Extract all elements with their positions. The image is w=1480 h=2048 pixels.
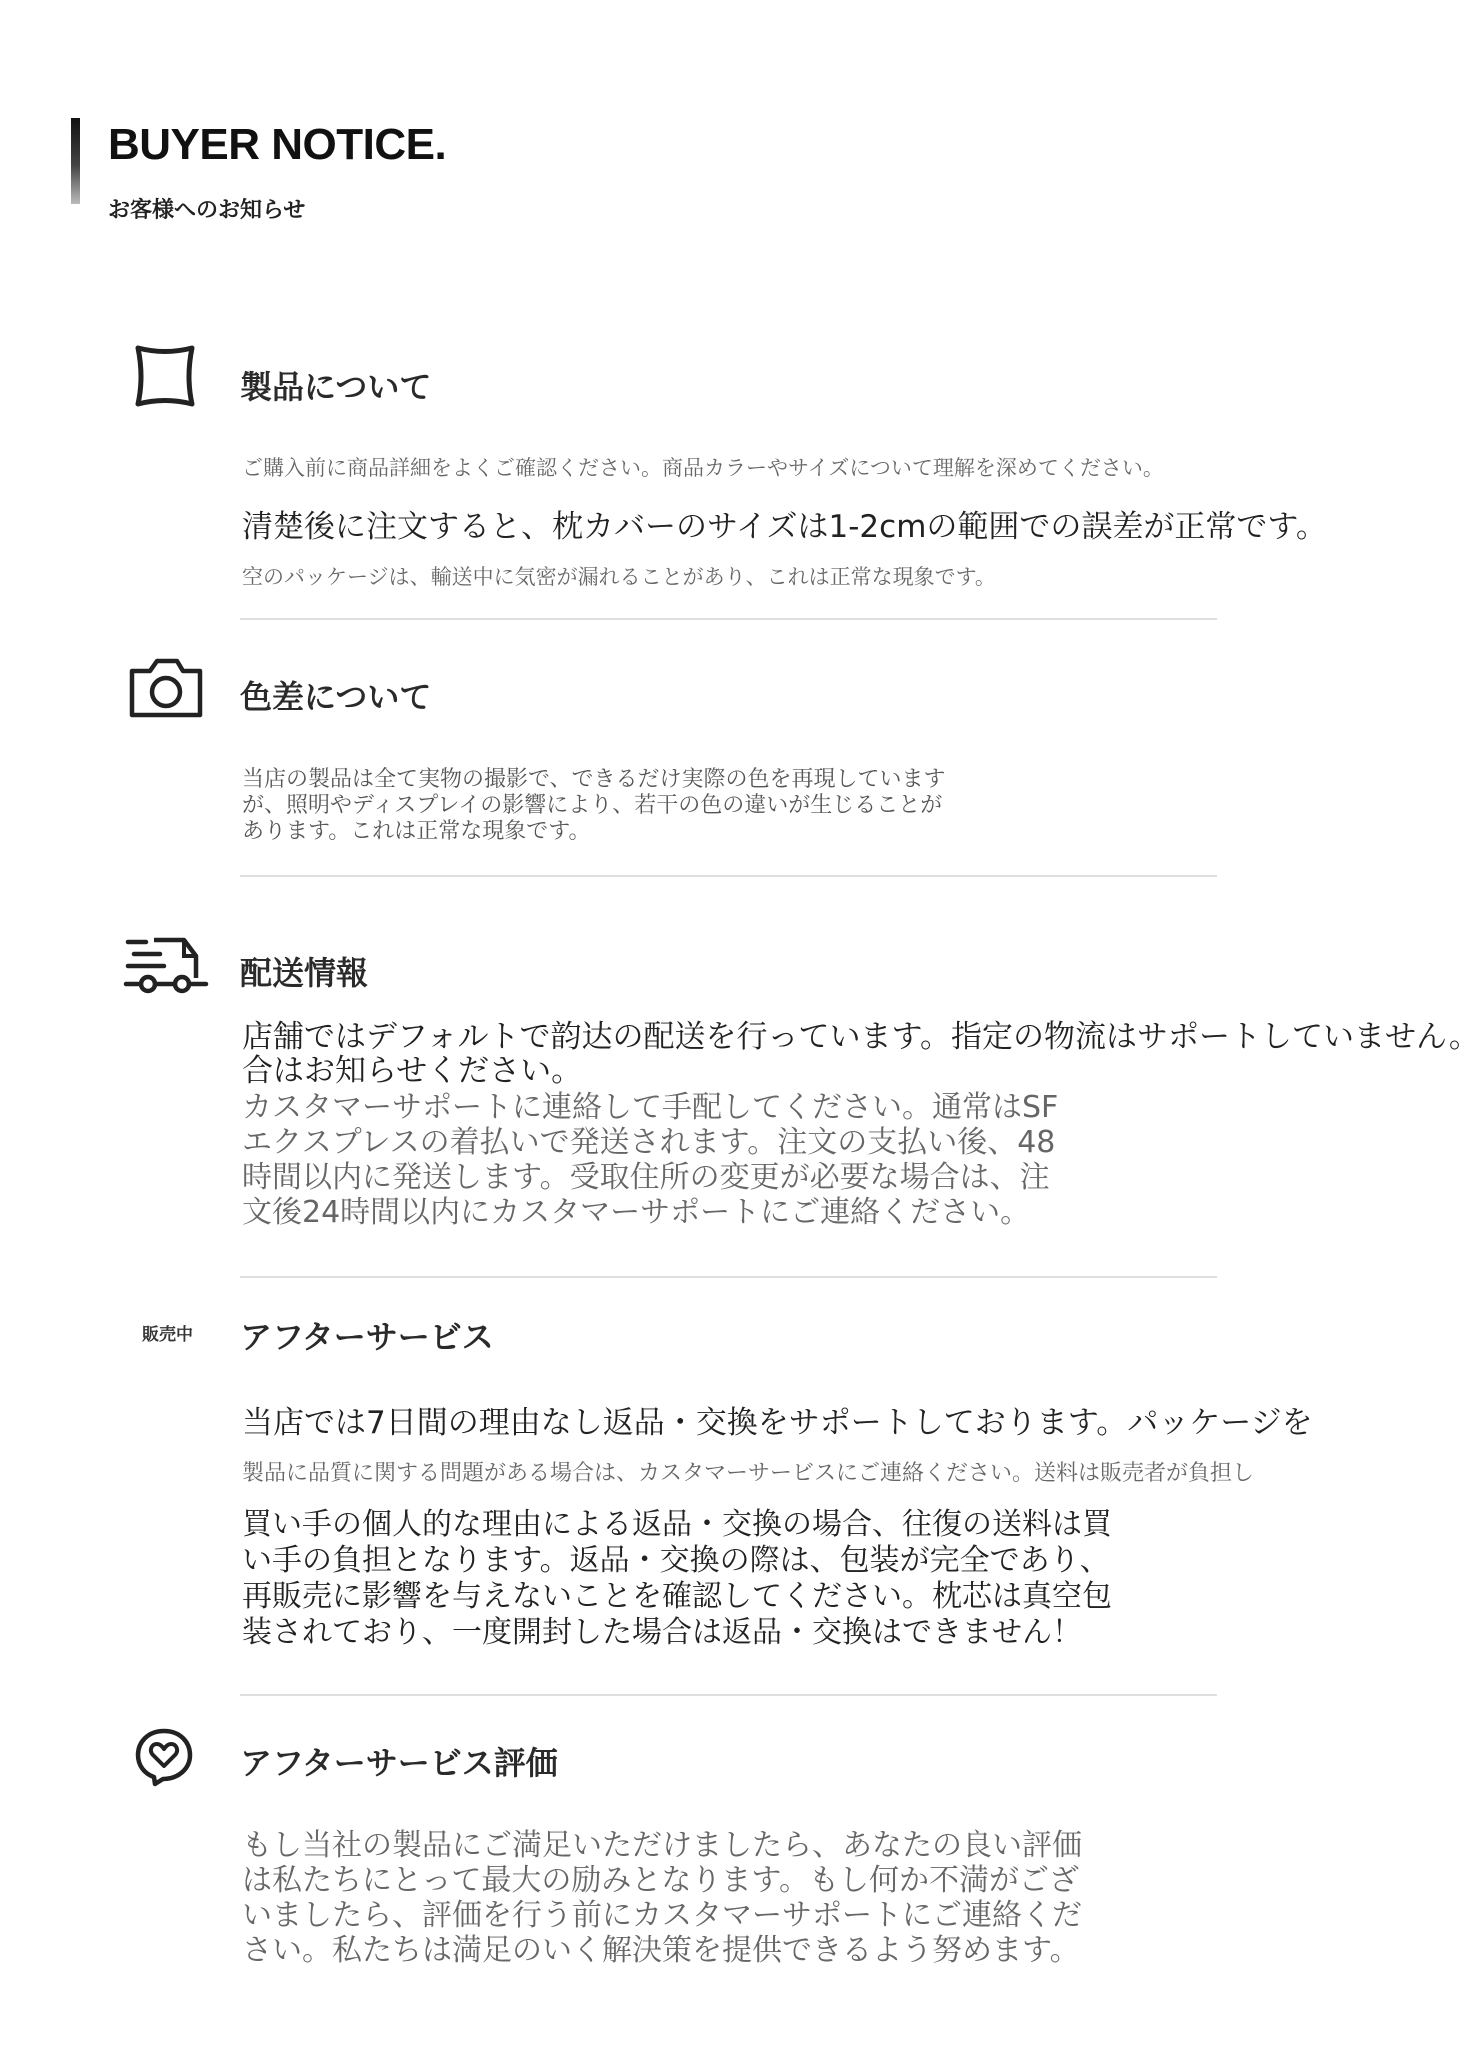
section-title-review: アフターサービス評価	[240, 1744, 558, 1782]
shipping-details-text: カスタマーサポートに連絡して手配してください。通常はSF エクスプレスの着払いで発送されます。注文の支払い後、48 時間以内に発送します。受取住所の変更が必要な場合は、注 文後24時間以内にカスタマーサポートにご連絡ください。	[242, 1090, 1059, 1230]
delivery-truck-icon	[124, 932, 210, 1000]
section-divider	[240, 618, 1217, 620]
camera-icon	[126, 655, 206, 725]
section-title-color: 色差について	[240, 678, 432, 716]
color-difference-text: 当店の製品は全て実物の撮影で、できるだけ実際の色を再現しています が、照明やディスプレイの影響により、若干の色の違いが生じることが あります。これは正常な現象です。	[242, 767, 946, 844]
product-note-2: 清楚後に注文すると、枕カバーのサイズは1-2cmの範囲での誤差が正常です。	[242, 509, 1327, 545]
page-subtitle: お客様へのお知らせ	[108, 198, 306, 223]
product-note-3: 空のパッケージは、輸送中に気密が漏れることがあり、これは正常な現象です。	[242, 565, 996, 589]
section-divider	[240, 1276, 1217, 1278]
aftersales-note-2: 製品に品質に関する問題がある場合は、カスタマーサービスにご連絡ください。送料は販売者が負担し	[242, 1461, 1255, 1486]
section-divider	[240, 1694, 1217, 1696]
heart-chat-icon	[132, 1726, 196, 1792]
section-title-shipping: 配送情報	[240, 954, 369, 992]
pillow-icon	[128, 342, 202, 416]
on-sale-label: 販売中	[142, 1325, 193, 1345]
section-title-aftersales: アフターサービス	[240, 1318, 494, 1356]
header-accent-bar	[71, 118, 80, 204]
section-title-product: 製品について	[240, 368, 432, 406]
shipping-note-1: 店舗ではデフォルトで韵达の配送を行っています。指定の物流はサポートしていません。	[242, 1019, 1480, 1055]
product-note-1: ご購入前に商品詳細をよくご確認ください。商品カラーやサイズについて理解を深めてください。	[242, 456, 1164, 480]
shipping-note-2: 合はお知らせください。	[242, 1053, 583, 1089]
aftersales-note-1: 当店では7日間の理由なし返品・交換をサポートしております。パッケージを	[242, 1405, 1313, 1441]
review-request-text: もし当社の製品にご満足いただけましたら、あなたの良い評価 は私たちにとって最大の励みとなります。もし何か不満がござ いましたら、評価を行う前にカスタマーサポートにご連絡くだ さい。私たちは満足のいく解決策を提供できるよう努めます。	[242, 1828, 1082, 1968]
page-title: BUYER NOTICE.	[108, 120, 447, 169]
aftersales-return-policy-text: 買い手の個人的な理由による返品・交換の場合、往復の送料は買 い手の負担となります。返品・交換の際は、包装が完全であり、 再販売に影響を与えないことを確認してください。枕芯は真空包 装されており、一度開封した場合は返品・交換はできません！	[242, 1507, 1112, 1650]
section-divider	[240, 875, 1217, 877]
